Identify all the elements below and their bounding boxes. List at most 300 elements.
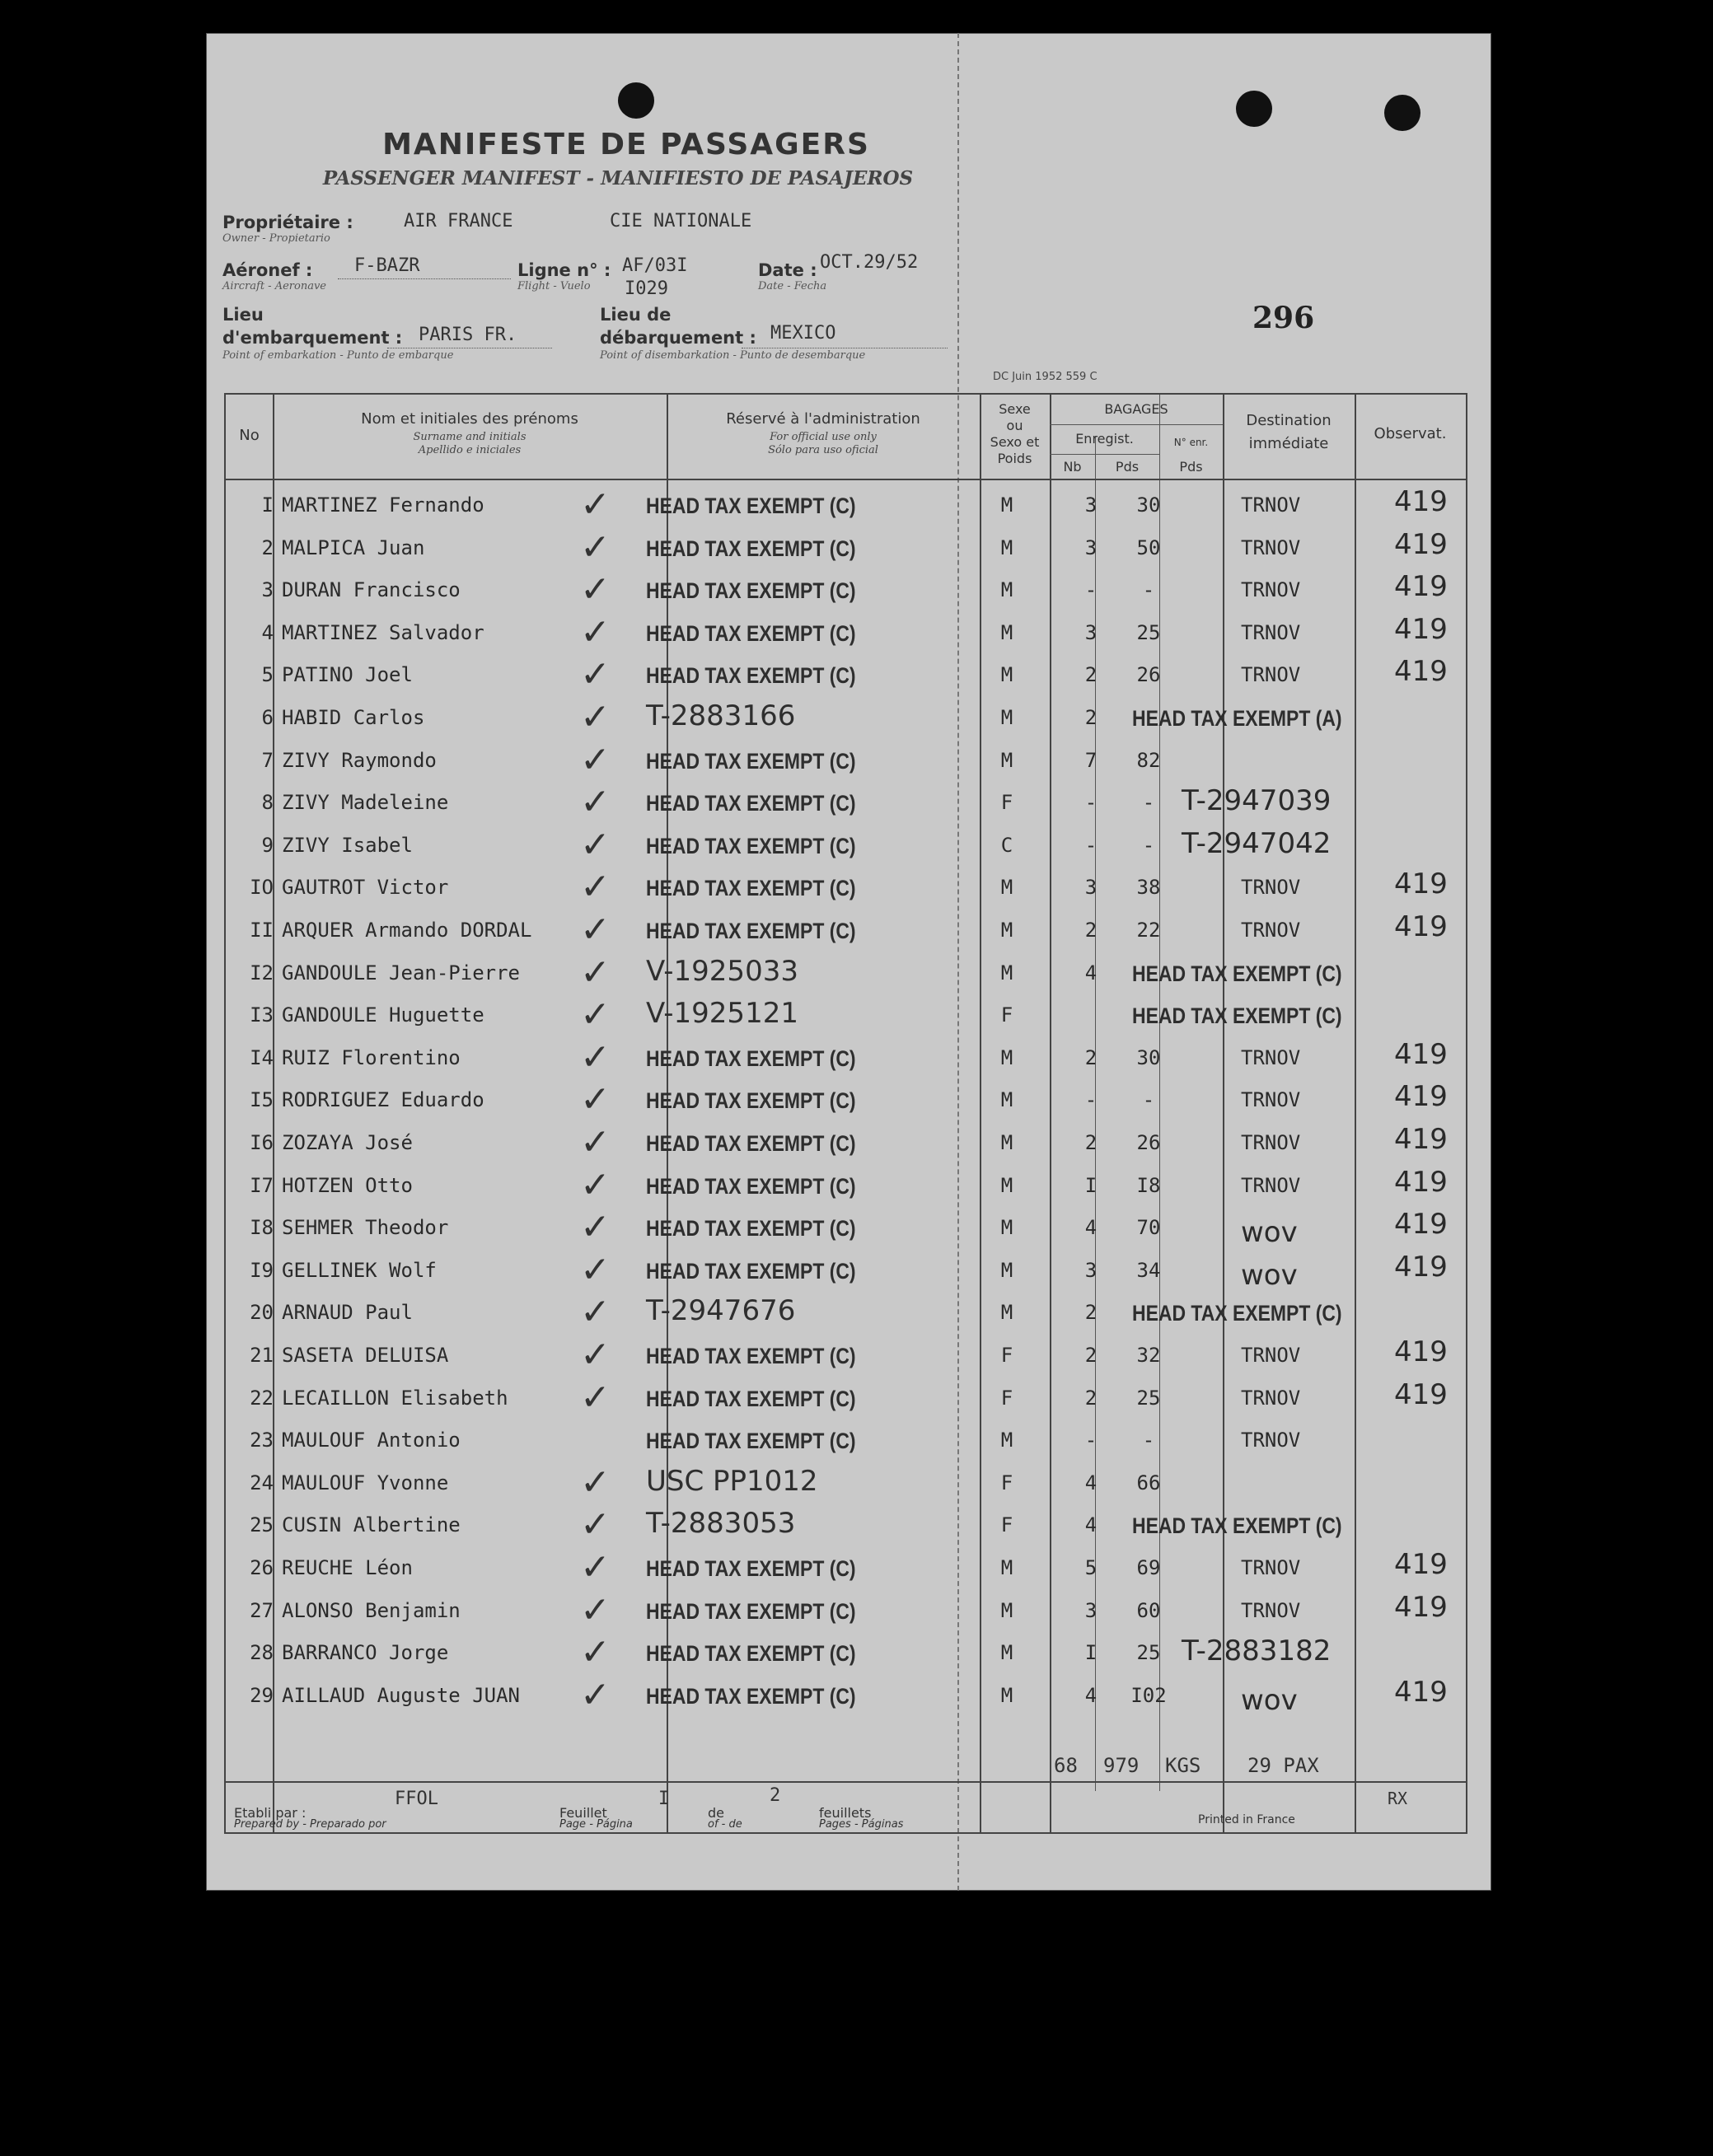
passenger-name: GANDOULE Huguette [282,1003,484,1027]
bag-count: 2 [1084,1386,1098,1410]
flight-value-2: I029 [625,278,668,299]
flight-label: Ligne n° : [517,260,611,280]
sex-cell: M [1000,961,1013,984]
manifest-subtitle: PASSENGER MANIFEST - MANIFIESTO DE PASAJEROS [322,167,914,189]
table-row [226,1335,1466,1377]
admin-note: USC PP1012 [646,1464,818,1498]
bag-weight: 69 [1136,1556,1161,1579]
destination: TRNOV [1241,1429,1301,1452]
owner-sublabel: Owner - Propietario [222,232,330,245]
flight-value: AF/03I [622,255,688,276]
row-number: 24 [250,1471,274,1494]
bag-weight: 26 [1136,1131,1161,1154]
passenger-name: ALONSO Benjamin [282,1598,461,1622]
check-mark: ✓ [580,568,611,611]
manifest-title: MANIFESTE DE PASSAGERS [382,128,870,161]
destination: wov [1241,1683,1298,1717]
sex-cell: M [1000,1556,1013,1579]
bag-weight: 25 [1136,1641,1161,1665]
passenger-name: REUCHE Léon [282,1556,413,1579]
table-row [226,825,1466,867]
passenger-name: PATINO Joel [282,663,413,687]
passenger-name: GELLINEK Wolf [282,1258,437,1282]
admin-note: HEAD TAX EXEMPT (C) [646,1598,856,1624]
row-number: 6 [261,706,274,729]
observation: 419 [1394,527,1448,561]
check-mark: ✓ [580,1121,611,1163]
check-mark: ✓ [580,1376,611,1419]
admin-note: HEAD TAX EXEMPT (C) [646,1386,856,1411]
admin-note: HEAD TAX EXEMPT (C) [646,1556,856,1581]
prepared-value: FFOL [395,1789,438,1809]
admin-note: T-2947676 [646,1294,796,1328]
passenger-name: LECAILLON Elisabeth [282,1386,508,1410]
check-mark: ✓ [580,1334,611,1376]
passenger-name: RODRIGUEZ Eduardo [282,1088,484,1112]
bag-count: 4 [1084,1216,1098,1240]
sex-cell: C [1000,833,1013,857]
admin-note: HEAD TAX EXEMPT (C) [646,748,856,774]
table-row [226,1548,1466,1589]
col-no: No [239,427,260,444]
bag-count: I [1084,1641,1098,1665]
observation: 419 [1394,868,1448,901]
table-row [226,738,1466,782]
observation: 419 [1394,485,1448,518]
row-number: 26 [250,1556,274,1579]
col-admin-sub2: Sólo para uso oficial [768,444,878,456]
total-unit: KGS [1165,1754,1201,1777]
sex-cell: M [1000,706,1013,729]
check-mark: ✓ [580,696,611,738]
sex-cell: F [1000,1003,1013,1027]
bag-count: 5 [1084,1556,1098,1579]
bag-weight: 70 [1136,1216,1161,1240]
destination: TRNOV [1241,919,1301,942]
destination: wov [1241,1216,1298,1250]
bag-count: 4 [1084,1513,1098,1537]
admin-note: HEAD TAX EXEMPT (C) [646,578,856,604]
bag-weight: 32 [1136,1344,1161,1367]
table-row [226,610,1466,654]
row-number: 8 [261,791,274,815]
check-mark: ✓ [580,738,611,781]
destination: TRNOV [1241,620,1301,644]
disembark-label-1: Lieu de [600,305,672,325]
underline [338,278,511,279]
sex-cell: M [1000,1683,1013,1707]
bag-weight: 30 [1136,1045,1161,1069]
check-mark: ✓ [580,951,611,994]
table-row [226,953,1466,994]
passenger-name: AILLAUD Auguste JUAN [282,1683,520,1707]
table-row [226,1588,1466,1632]
admin-note: HEAD TAX EXEMPT (C) [646,876,856,901]
col-pds: Pds [1115,459,1140,475]
aircraft-label: Aéronef : [222,260,313,280]
admin-note: HEAD TAX EXEMPT (C) [646,1173,856,1199]
manifest-sheet [206,33,1491,1891]
observation: 419 [1394,1123,1448,1156]
table-row [226,1505,1466,1546]
passenger-name: MARTINEZ Salvador [282,620,484,644]
col-admin-sub1: For official use only [770,431,877,443]
bag-weight: 66 [1136,1471,1161,1494]
observation: 419 [1394,1080,1448,1114]
overlay-note: HEAD TAX EXEMPT (C) [1132,961,1342,986]
check-mark: ✓ [580,484,611,526]
check-mark: ✓ [580,823,611,866]
table-row [226,1420,1466,1461]
col-registered: Enregist. [1075,431,1134,447]
col-sex-4: Poids [997,451,1032,466]
bag-weight: 22 [1136,919,1161,942]
sex-cell: M [1000,1598,1013,1622]
destination: TRNOV [1241,1556,1301,1579]
prepared-sublabel: Prepared by - Preparado por [234,1818,386,1831]
admin-note: HEAD TAX EXEMPT (C) [646,1344,856,1368]
total-pax: 29 PAX [1247,1754,1319,1777]
grid-line [1050,454,1159,455]
passenger-name: CUSIN Albertine [282,1513,461,1537]
passenger-name: DURAN Francisco [282,578,461,602]
admin-note: HEAD TAX EXEMPT (C) [646,1641,856,1667]
bag-weight: - [1142,833,1155,857]
check-mark: ✓ [580,1206,611,1249]
sex-cell: M [1000,1429,1013,1452]
passenger-name: HABID Carlos [282,706,425,729]
row-number: 27 [250,1598,274,1622]
row-number: IO [250,876,274,900]
sex-cell: M [1000,1088,1013,1112]
observation: 419 [1394,1165,1448,1199]
total-bags: 68 [1054,1754,1078,1777]
bag-count: 2 [1084,1131,1098,1154]
admin-note: HEAD TAX EXEMPT (C) [646,791,856,816]
admin-note: HEAD TAX EXEMPT (C) [646,1088,856,1114]
bag-weight: - [1142,1429,1155,1452]
check-mark: ✓ [580,1248,611,1291]
sex-cell: M [1000,1173,1013,1197]
table-row [226,698,1466,739]
passenger-name: MALPICA Juan [282,535,425,559]
bag-count: 2 [1084,663,1098,687]
table-row [226,1038,1466,1079]
date-value: OCT.29/52 [820,252,919,273]
owner-label: Propriétaire : [222,213,353,232]
row-number: 2 [261,535,274,559]
disembark-label-2: débarquement : [600,328,756,348]
col-sex-1: Sexe [999,401,1031,417]
check-mark: ✓ [580,653,611,696]
bag-count: 4 [1084,1683,1098,1707]
prepared-label: Etabli par : [234,1805,307,1821]
admin-note: HEAD TAX EXEMPT (C) [646,1131,856,1156]
sex-cell: M [1000,1131,1013,1154]
destination: TRNOV [1241,876,1301,900]
observation: 419 [1394,1377,1448,1411]
observation: 419 [1394,1250,1448,1284]
bag-count: 3 [1084,1258,1098,1282]
admin-note: HEAD TAX EXEMPT (C) [646,919,856,943]
admin-note: HEAD TAX EXEMPT (C) [646,620,856,646]
row-number: I9 [250,1258,274,1282]
check-mark: ✓ [580,1588,611,1631]
sex-cell: M [1000,578,1013,602]
observation: 419 [1394,1335,1448,1368]
passenger-name: GANDOULE Jean-Pierre [282,961,520,984]
total-weight: 979 [1103,1754,1140,1777]
observation: 419 [1394,910,1448,943]
check-mark: ✓ [580,866,611,909]
observation: 419 [1394,1548,1448,1581]
disembark-sublabel: Point of disembarkation - Punto de desembarque [600,349,866,362]
sheets-label: feuillets [819,1805,872,1821]
check-mark: ✓ [580,610,611,653]
admin-note: HEAD TAX EXEMPT (C) [646,1683,856,1709]
table-row [226,1208,1466,1249]
check-mark: ✓ [580,909,611,951]
row-number: II [250,919,274,942]
owner-value: AIR FRANCE [404,211,513,232]
overlay-note: HEAD TAX EXEMPT (C) [1132,1513,1342,1539]
passenger-table [224,393,1467,1834]
bag-count: - [1084,1088,1098,1112]
check-mark: ✓ [580,994,611,1036]
bag-weight: 38 [1136,876,1161,900]
row-number: I5 [250,1088,274,1112]
bag-count: 4 [1084,961,1098,984]
bag-weight: I8 [1136,1173,1161,1197]
printed-in-france: Printed in France [1198,1813,1295,1826]
col-nonreg-pds: Pds [1179,459,1203,475]
punch-hole [1236,91,1272,127]
table-row [226,1463,1466,1504]
col-admin: Réservé à l'administration [726,410,920,428]
aircraft-value: F-BAZR [354,255,420,276]
sex-cell: F [1000,1471,1013,1494]
of-sublabel: of - de [708,1818,742,1831]
table-row [226,1123,1466,1164]
check-mark: ✓ [580,1546,611,1588]
sex-cell: M [1000,1045,1013,1069]
check-mark: ✓ [580,1036,611,1078]
row-number: 3 [261,578,274,602]
embark-sublabel: Point of embarkation - Punto de embarque [222,349,454,362]
row-number: 28 [250,1641,274,1665]
bag-count: 7 [1084,748,1098,772]
table-row [226,1633,1466,1674]
check-mark: ✓ [580,526,611,568]
row-number: 4 [261,620,274,644]
row-number: 21 [250,1344,274,1367]
sex-cell: M [1000,876,1013,900]
bag-count: - [1084,578,1098,602]
sheet-sublabel: Page - Página [559,1818,633,1831]
bag-count: - [1084,833,1098,857]
table-row [226,910,1466,952]
bag-count: 3 [1084,876,1098,900]
sex-cell: M [1000,493,1013,517]
passenger-name: GAUTROT Victor [282,876,449,900]
passenger-name: ZIVY Isabel [282,833,413,857]
bag-weight: - [1142,578,1155,602]
destination: TRNOV [1241,1088,1301,1112]
admin-note: HEAD TAX EXEMPT (C) [646,663,856,689]
admin-note: V-1925121 [646,997,798,1031]
destination: TRNOV [1241,1045,1301,1069]
destination: TRNOV [1241,1386,1301,1410]
passenger-name: MAULOUF Yvonne [282,1471,449,1494]
bag-count: 2 [1084,1344,1098,1367]
passenger-name: MARTINEZ Fernando [282,493,484,517]
passenger-name: ZIVY Raymondo [282,748,437,772]
sheet-label: Feuillet [559,1805,607,1821]
bag-count: 3 [1084,535,1098,559]
check-mark: ✓ [580,1163,611,1206]
admin-note: V-1925033 [646,954,798,988]
destination: TRNOV [1241,535,1301,559]
overlay-note: T-2947039 [1182,784,1332,818]
observation: 419 [1394,655,1448,689]
admin-note: T-2883053 [646,1507,796,1541]
row-number: I2 [250,961,274,984]
punch-hole [1384,95,1420,131]
table-row [226,528,1466,569]
col-name-sub1: Surname and initials [413,431,527,443]
sex-cell: M [1000,1258,1013,1282]
passenger-name: RUIZ Florentino [282,1045,461,1069]
passenger-name: ARQUER Armando DORDAL [282,919,532,942]
sex-cell: M [1000,919,1013,942]
row-number: 20 [250,1301,274,1325]
table-row [226,1248,1466,1292]
observation: 419 [1394,1675,1448,1709]
overlay-note: HEAD TAX EXEMPT (C) [1132,1003,1342,1029]
flight-sublabel: Flight - Vuelo [517,280,591,292]
passenger-name: BARRANCO Jorge [282,1641,449,1665]
sex-cell: F [1000,1513,1013,1537]
table-row [226,485,1466,526]
bag-count: - [1084,1429,1098,1452]
form-code: DC Juin 1952 559 C [993,371,1098,383]
bag-weight: 25 [1136,1386,1161,1410]
row-number: I6 [250,1131,274,1154]
col-nb: Nb [1063,459,1082,475]
row-number: I [261,493,274,517]
destination: wov [1241,1258,1298,1292]
table-row [226,570,1466,611]
observation: 419 [1394,1590,1448,1624]
col-nonreg: N° enr. [1173,437,1209,448]
passenger-name: ZOZAYA José [282,1131,413,1154]
bag-count: 2 [1084,706,1098,729]
bag-weight: 30 [1136,493,1161,517]
admin-note: HEAD TAX EXEMPT (C) [646,833,856,858]
check-mark: ✓ [580,1631,611,1674]
bag-weight: - [1142,791,1155,815]
bag-weight: 60 [1136,1598,1161,1622]
col-sex-3: Sexo et [990,434,1040,450]
table-row [226,783,1466,824]
page-stamp: 296 [1252,301,1315,335]
grid-line [1050,424,1223,425]
passenger-name: HOTZEN Otto [282,1173,413,1197]
aircraft-sublabel: Aircraft - Aeronave [222,280,326,292]
admin-note: HEAD TAX EXEMPT (C) [646,535,856,561]
overlay-note: HEAD TAX EXEMPT (A) [1132,706,1342,731]
row-number: I3 [250,1003,274,1027]
table-row [226,1293,1466,1334]
admin-note: HEAD TAX EXEMPT (C) [646,493,856,518]
destination: TRNOV [1241,578,1301,602]
of-value: 2 [770,1785,781,1806]
bag-weight: 50 [1136,535,1161,559]
check-mark: ✓ [580,1461,611,1504]
check-mark: ✓ [580,1673,611,1716]
bag-weight: 26 [1136,663,1161,687]
sex-cell: M [1000,1641,1013,1665]
destination: TRNOV [1241,493,1301,517]
overlay-note: HEAD TAX EXEMPT (C) [1132,1301,1342,1326]
sex-cell: M [1000,1216,1013,1240]
admin-note: T-2883166 [646,699,796,732]
row-number: 7 [261,748,274,772]
table-row [226,1378,1466,1419]
bag-weight: 25 [1136,620,1161,644]
table-row [226,1163,1466,1207]
bag-count: 3 [1084,1598,1098,1622]
sex-cell: F [1000,1344,1013,1367]
table-row [226,995,1466,1036]
col-baggage: BAGAGES [1104,401,1168,417]
admin-note: HEAD TAX EXEMPT (C) [646,1216,856,1242]
col-sex-2: ou [1006,418,1023,433]
row-number: I8 [250,1216,274,1240]
destination: TRNOV [1241,1598,1301,1622]
sheets-sublabel: Pages - Páginas [819,1818,904,1831]
col-name: Nom et initiales des prénoms [361,410,578,428]
table-row [226,1080,1466,1121]
passenger-name: SEHMER Theodor [282,1216,449,1240]
passenger-name: MAULOUF Antonio [282,1429,461,1452]
overlay-note: T-2883182 [1182,1635,1332,1668]
admin-note: HEAD TAX EXEMPT (C) [646,1045,856,1071]
bag-count: I [1084,1173,1098,1197]
row-number: I7 [250,1173,274,1197]
bag-count: 3 [1084,620,1098,644]
sex-cell: M [1000,748,1013,772]
sex-cell: F [1000,1386,1013,1410]
bag-weight: - [1142,1088,1155,1112]
observation: 419 [1394,612,1448,646]
bag-count: 2 [1084,1301,1098,1325]
passenger-name: ARNAUD Paul [282,1301,413,1325]
grid-line [226,479,1466,480]
bag-weight: I02 [1130,1683,1167,1707]
disembark-value: MEXICO [770,323,836,344]
check-mark: ✓ [580,1078,611,1121]
embark-label-1: Lieu [222,305,264,325]
admin-note: HEAD TAX EXEMPT (C) [646,1429,856,1454]
sex-cell: M [1000,535,1013,559]
row-number: 23 [250,1429,274,1452]
destination: TRNOV [1241,1344,1301,1367]
observation: 419 [1394,1037,1448,1071]
sex-cell: M [1000,620,1013,644]
bag-count: 2 [1084,1045,1098,1069]
date-sublabel: Date - Fecha [758,280,827,292]
